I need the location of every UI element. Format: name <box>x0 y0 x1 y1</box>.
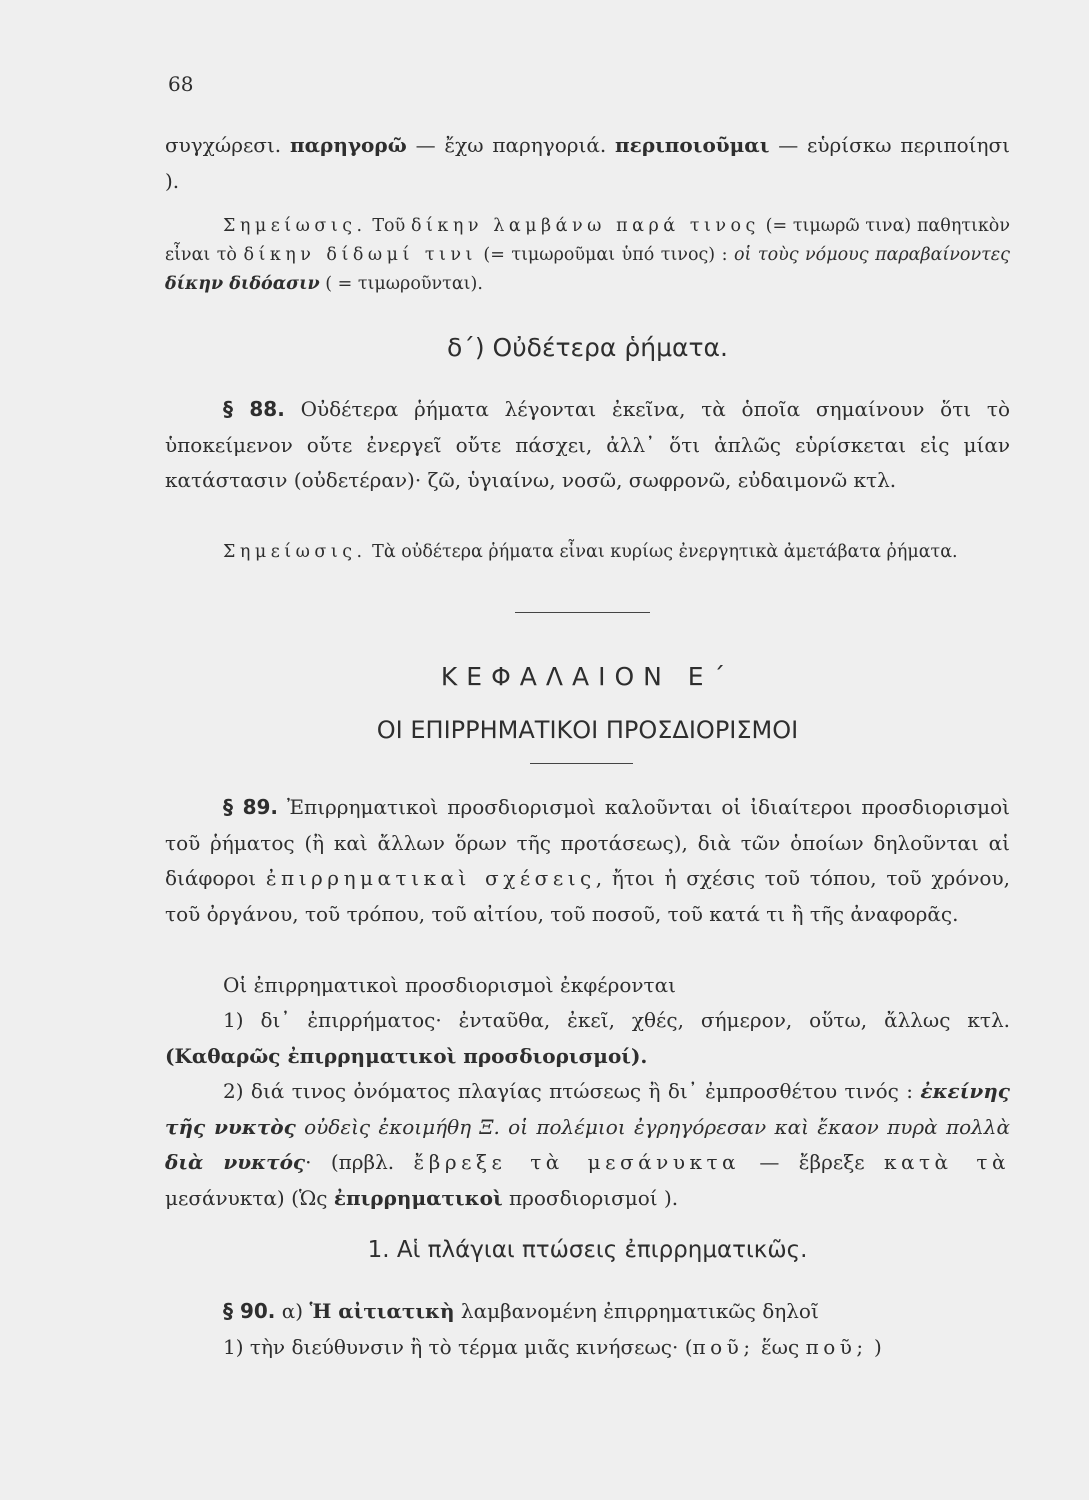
chapter-title: ΟΙ ΕΠΙΡΡΗΜΑΤΙΚΟΙ ΠΡΟΣΔΙΟΡΙΣΜΟΙ <box>376 716 799 744</box>
chapter-rule <box>530 763 633 764</box>
page-number: 68 <box>168 72 194 96</box>
chapter-label: ΚΕΦΑΛΑΙΟΝ Ε΄ <box>440 662 735 691</box>
subheading-oblique-cases: 1. Αἱ πλάγιαι πτώσεις ἐπιρρηματικῶς. <box>367 1237 808 1263</box>
section-89-item-1: 1) δι᾽ ἐπιρρήματος· ἐνταῦθα, ἐκεῖ, χθές, σήμερον, οὕτω, ἄλλως κτλ. (Καθαρῶς ἐπιρρηματικοὶ προσδιορισμοί). <box>165 1008 1010 1068</box>
section-89-intro: Οἱ ἐπιρρηματικοὶ προσδιορισμοὶ ἐκφέρονται <box>223 973 676 997</box>
section-90-item-1: 1) τὴν διεύθυνσιν ἢ τὸ τέρμα μιᾶς κινήσεως· (ποῦ; ἕως ποῦ; ) <box>223 1335 882 1359</box>
section-88: § 88. Οὐδέτερα ῥήματα λέγονται ἐκεῖνα, τὰ ὁποῖα σημαίνουν ὅτι τὸ ὑποκείμενον οὔτε ἐνεργεῖ οὔτε πάσχει, ἀλλ᾽ ὅτι ἁπλῶς εὑρίσκεται εἰς μίαν κατάστασιν (οὐδετέραν)· ζῶ, ὑγιαίνω, νοσῶ, σωφρονῶ, εὐδαιμονῶ κτλ. <box>165 397 1010 492</box>
heading-neuter-verbs: δ΄) Οὐδέτερα ῥήματα. <box>447 333 728 362</box>
section-89: § 89. Ἐπιρρηματικοὶ προσδιορισμοὶ καλοῦνται οἱ ἰδιαίτεροι προσδιορισμοὶ τοῦ ῥήματος (ἢ καὶ ἄλλων ὅρων τῆς προτάσεως), διὰ τῶν ὁποίων δηλοῦνται αἱ διάφοροι ἐπιρρηματικαὶ σχέσεις, ἤτοι ἡ σχέσις τοῦ τόπου, τοῦ χρόνου, τοῦ ὀργάνου, τοῦ τρόπου, τοῦ αἰτίου, τοῦ ποσοῦ, τοῦ κατά τι ἢ τῆς ἀναφορᾶς. <box>165 795 1010 926</box>
paragraph-continuation: συγχώρεσι. παρηγορῶ — ἔχω παρηγοριά. περιποιοῦμαι — εὑρίσκω περιποίησι ). <box>165 133 1011 193</box>
note-dike: Σημείωσις. Τοῦ δίκην λαμβάνω παρά τινος (= τιμωρῶ τινα) παθητικὸν εἶναι τὸ δίκην δίδωμί τινι (= τιμωροῦμαι ὑπό τινος) : οἱ τοὺς νόμους παραβαίνοντες δίκην διδόασιν ( = τιμωροῦνται). <box>165 216 1010 294</box>
note-neuter: Σημείωσις. Τὰ οὐδέτερα ῥήματα εἶναι κυρίως ἐνεργητικὰ ἀμετάβατα ῥήματα. <box>223 542 958 562</box>
divider-rule <box>515 612 650 613</box>
section-89-item-2: 2) διά τινος ὀνόματος πλαγίας πτώσεως ἢ δι᾽ ἐμπροσθέτου τινός : ἐκείνης τῆς νυκτὸς οὐδεὶς ἐκοιμήθη Ξ. οἱ πολέμιοι ἐγρηγόρεσαν καὶ ἔκαον πυρὰ πολλὰ διὰ νυκτός· (πρβλ. ἔβρεξε τὰ μεσάνυκτα — ἔβρεξε κατὰ τὰ μεσάνυκτα) (Ὡς ἐπιρρηματικοὶ προσδιορισμοί ). <box>165 1079 1010 1210</box>
section-90: § 90. α) Ἡ αἰτιατικὴ λαμβανομένη ἐπιρρηματικῶς δηλοῖ <box>223 1299 819 1323</box>
